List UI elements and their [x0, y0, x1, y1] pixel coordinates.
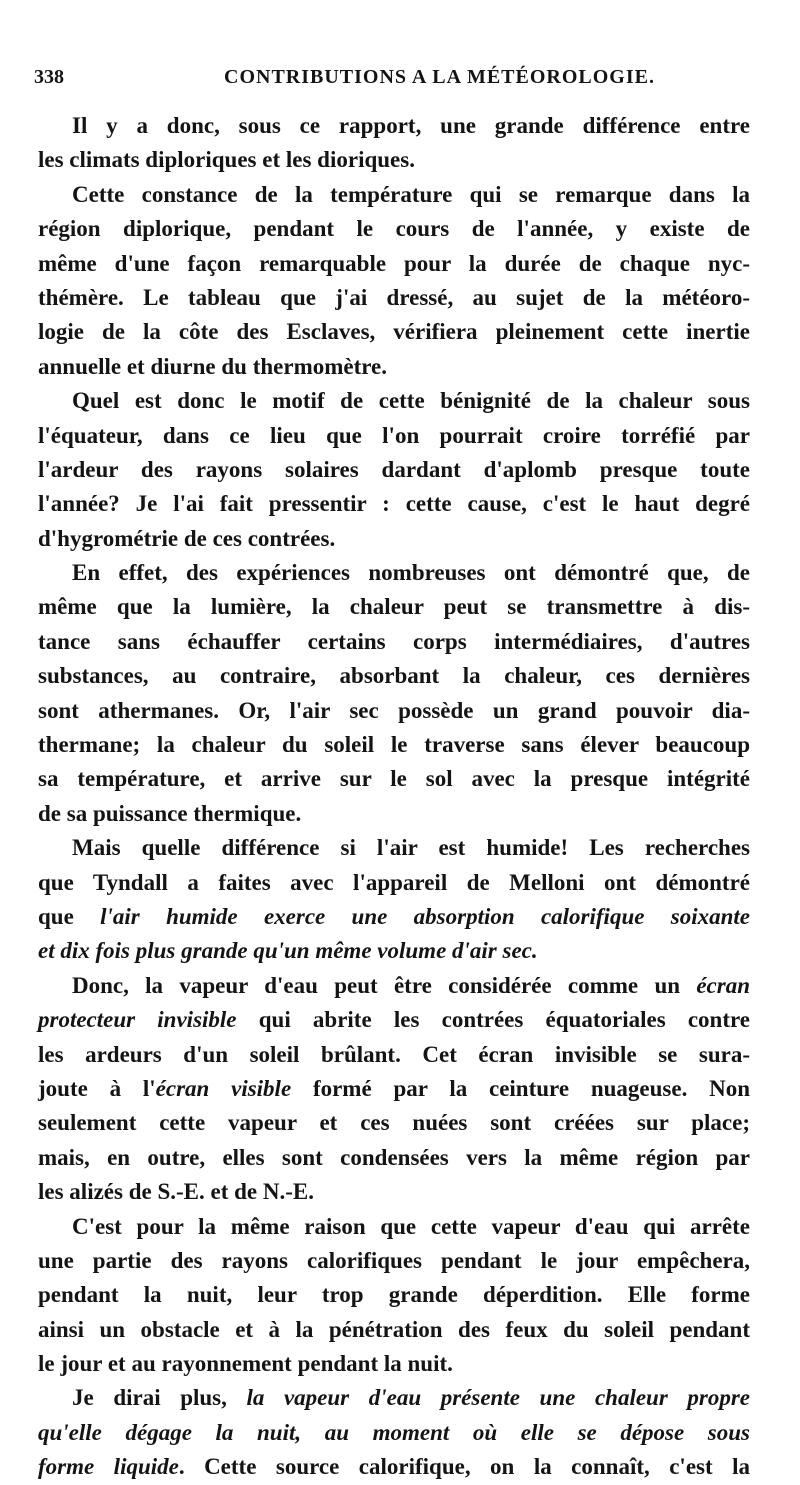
text-line — [38, 1450, 750, 1484]
line-text: joute à l' — [38, 1075, 156, 1101]
line-text: d'hygrométrie de ces contrées. — [38, 525, 336, 551]
text-line — [38, 1347, 750, 1381]
text-line — [38, 1416, 750, 1450]
line-text: Donc, la vapeur d'eau peut être considérée comme un — [72, 972, 697, 998]
italic-text: la vapeur d'eau présente une chaleur propre — [246, 1385, 750, 1411]
text-line — [38, 1313, 750, 1347]
line-text: formé par la ceinture nuageuse. Non — [291, 1075, 750, 1101]
italic-text: écran visible — [155, 1075, 292, 1101]
text-line — [38, 1106, 750, 1140]
text-line — [38, 315, 750, 349]
italic-text: écran — [696, 972, 750, 998]
italic-text: et dix fois plus grande qu'un même volume d'air sec. — [38, 938, 538, 964]
text-line — [38, 109, 750, 143]
text-line — [38, 522, 750, 556]
line-text: l'équateur, dans ce lieu que l'on pourrait croire torréfié par — [38, 422, 750, 448]
line-text: En effet, des expériences nombreuses ont démontré que, de — [72, 560, 750, 586]
line-text: mais, en outre, elles sont condensées vers la même région par — [38, 1144, 750, 1170]
italic-text: l'air humide exerce une absorption calorifique soixante — [100, 903, 751, 929]
text-line — [38, 281, 750, 315]
line-text: sont athermanes. Or, l'air sec possède un grand pouvoir dia- — [38, 697, 750, 723]
line-text: l'ardeur des rayons solaires dardant d'aplomb presque toute — [38, 456, 750, 482]
text-line — [38, 1141, 750, 1175]
text-line — [38, 1381, 750, 1415]
line-text: de sa puissance thermique. — [38, 800, 302, 826]
text-line — [38, 1072, 750, 1106]
text-line — [38, 1210, 750, 1244]
text-line — [38, 143, 750, 177]
line-text: . Cette source calorifique, on la connaît, c'est la — [178, 1454, 750, 1480]
line-text: C'est pour la même raison que cette vapeur d'eau qui arrête — [72, 1213, 750, 1239]
running-head: CONTRIBUTIONS A LA MÉTÉOROLOGIE. — [224, 66, 655, 88]
text-line — [38, 1278, 750, 1312]
text-line — [38, 659, 750, 693]
line-text: région diplorique, pendant le cours de l'année, y existe de — [38, 216, 750, 242]
text-line — [38, 762, 750, 796]
line-text: les climats diploriques et les dioriques. — [38, 147, 415, 173]
text-line — [38, 625, 750, 659]
line-text: le jour et au rayonnement pendant la nuit. — [38, 1351, 453, 1377]
text-line — [38, 694, 750, 728]
text-line — [38, 831, 750, 865]
line-text: même que la lumière, la chaleur peut se transmettre à dis- — [38, 594, 750, 620]
line-text: que — [38, 903, 101, 929]
text-line — [38, 900, 750, 934]
italic-text: protecteur invisible — [38, 1007, 237, 1033]
page-header — [34, 66, 754, 94]
line-text: thémère. Le tableau que j'ai dressé, au sujet de la météoro- — [38, 284, 750, 310]
text-line — [38, 969, 750, 1003]
italic-text: forme liquide — [38, 1454, 179, 1480]
line-text: l'année? Je l'ai fait pressentir : cette cause, c'est le haut degré — [38, 491, 750, 517]
italic-text: qu'elle dégage la nuit, au moment où elle se dépose sous — [38, 1419, 750, 1445]
line-text: pendant la nuit, leur trop grande déperdition. Elle forme — [38, 1282, 750, 1308]
line-text: Il y a donc, sous ce rapport, une grande différence entre — [72, 113, 750, 138]
line-text: Cette constance de la température qui se remarque dans la — [72, 181, 750, 207]
text-line — [38, 178, 750, 212]
body-text — [38, 109, 750, 1485]
text-line — [38, 350, 750, 384]
text-line — [38, 1244, 750, 1278]
line-text: thermane; la chaleur du soleil le traverse sans élever beaucoup — [38, 732, 750, 758]
text-line — [38, 556, 750, 590]
line-text: qui abrite les contrées équatoriales contre — [236, 1007, 750, 1033]
line-text: sa température, et arrive sur le sol avec la presque intégrité — [38, 766, 750, 792]
line-text: seulement cette vapeur et ces nuées sont créées sur place; — [38, 1110, 750, 1136]
text-line — [38, 797, 750, 831]
text-line — [38, 590, 750, 624]
text-line — [38, 1038, 750, 1072]
text-line — [38, 866, 750, 900]
line-text: ainsi un obstacle et à la pénétration des feux du soleil pendant — [38, 1316, 750, 1342]
text-line — [38, 934, 750, 968]
text-line — [38, 453, 750, 487]
line-text: tance sans échauffer certains corps intermédiaires, d'autres — [38, 628, 750, 654]
page-number: 338 — [34, 66, 64, 88]
line-text: substances, au contraire, absorbant la chaleur, ces dernières — [38, 663, 750, 689]
line-text: Quel est donc le motif de cette bénignité de la chaleur sous — [72, 388, 750, 414]
line-text: une partie des rayons calorifiques pendant le jour empêchera, — [38, 1247, 750, 1273]
line-text: que Tyndall a faites avec l'appareil de Melloni ont démontré — [38, 869, 750, 895]
line-text: logie de la côte des Esclaves, vérifiera pleinement cette inertie — [38, 319, 750, 345]
line-text: Je dirai plus, — [72, 1385, 247, 1411]
line-text: même d'une façon remarquable pour la durée de chaque nyc- — [38, 250, 750, 276]
text-line — [38, 728, 750, 762]
text-line — [38, 384, 750, 418]
text-line — [38, 1003, 750, 1037]
line-text: les ardeurs d'un soleil brûlant. Cet écran invisible se sura- — [38, 1041, 750, 1067]
line-text: les alizés de S.-E. et de N.-E. — [38, 1179, 314, 1205]
line-text: Mais quelle différence si l'air est humide! Les recherches — [72, 835, 750, 861]
line-text: annuelle et diurne du thermomètre. — [38, 353, 388, 379]
text-line — [38, 212, 750, 246]
text-line — [38, 487, 750, 521]
text-line — [38, 1175, 750, 1209]
text-line — [38, 247, 750, 281]
text-line — [38, 419, 750, 453]
